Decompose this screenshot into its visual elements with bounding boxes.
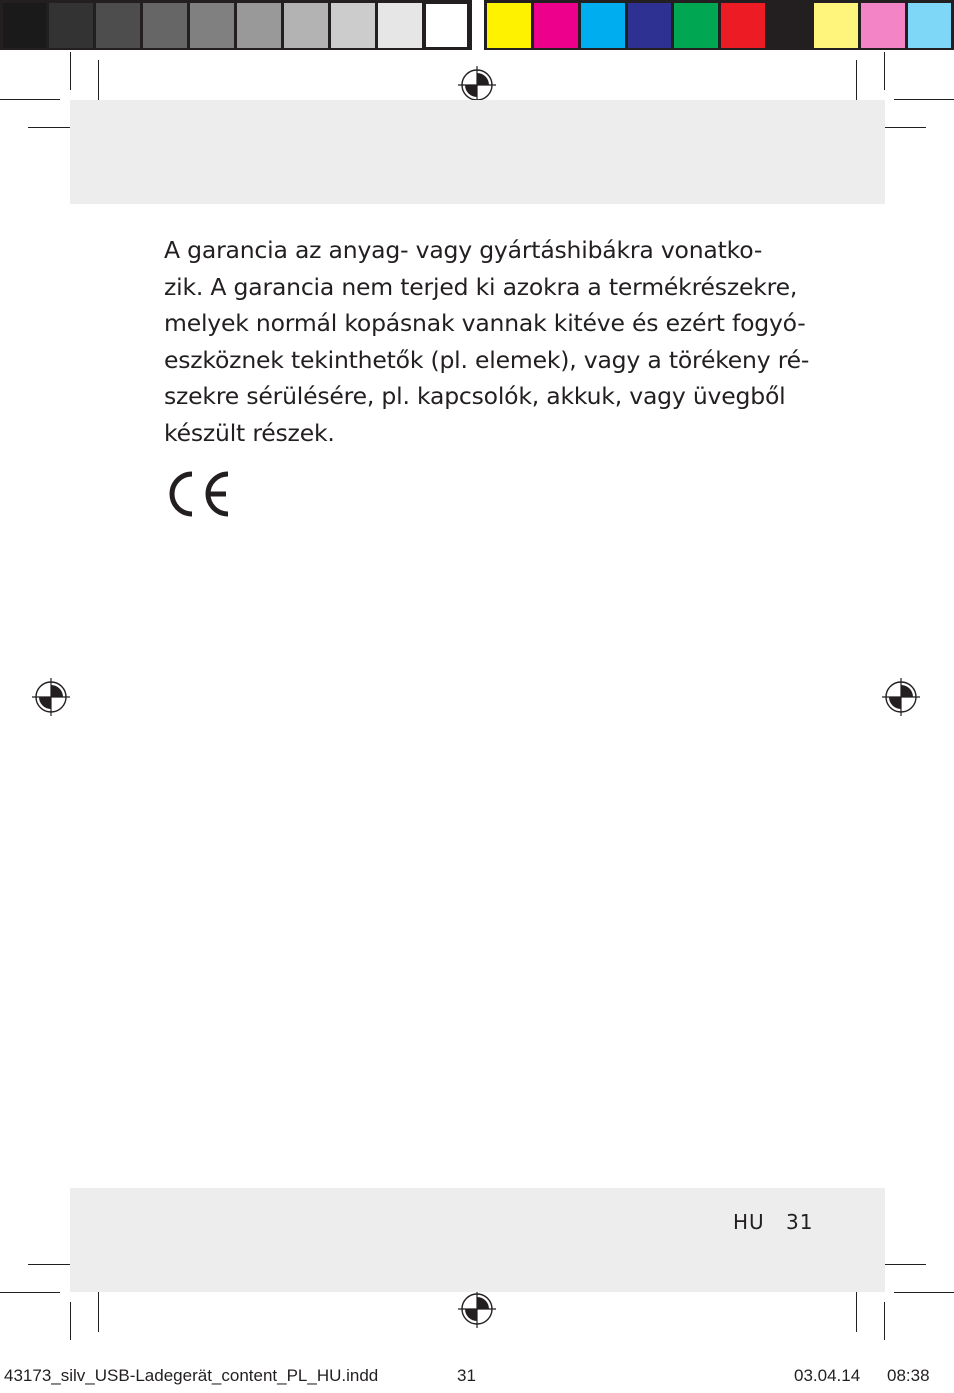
color-swatch bbox=[674, 3, 718, 48]
paragraph-line: A garancia az anyag- vagy gyártáshibákra vonatko- bbox=[164, 236, 763, 264]
paragraph-line: eszköznek tekinthetők (pl. elemek), vagy a törékeny ré- bbox=[164, 345, 810, 374]
header-band bbox=[70, 100, 885, 204]
gray-swatch bbox=[331, 3, 375, 48]
crop-mark bbox=[884, 52, 885, 90]
crop-mark bbox=[894, 1292, 954, 1293]
paragraph-line: szekre sérülésére, pl. kapcsolók, akkuk, vagy üvegből bbox=[164, 382, 786, 410]
color-swatch bbox=[814, 3, 858, 48]
warranty-paragraph bbox=[164, 232, 810, 451]
paragraph-line: zik. A garancia nem terjed ki azokra a termékrészekre, bbox=[164, 272, 798, 301]
crop-mark bbox=[894, 99, 954, 100]
slug-page: 31 bbox=[457, 1366, 476, 1385]
color-swatch bbox=[721, 3, 765, 48]
registration-mark-icon bbox=[458, 66, 496, 104]
gray-swatch bbox=[284, 3, 328, 48]
gray-swatch bbox=[425, 3, 468, 48]
crop-mark bbox=[0, 99, 60, 100]
slug-time: 08:38 bbox=[887, 1366, 930, 1385]
ce-mark-icon bbox=[164, 468, 232, 520]
gray-swatch bbox=[143, 3, 187, 48]
color-swatch bbox=[581, 3, 625, 48]
crop-mark bbox=[98, 1286, 99, 1332]
gray-swatch bbox=[378, 3, 422, 48]
gray-swatch bbox=[96, 3, 140, 48]
crop-mark bbox=[70, 1302, 71, 1340]
color-swatch bbox=[487, 3, 531, 48]
footer-band bbox=[70, 1188, 885, 1292]
paragraph-line: melyek normál kopásnak vannak kitéve és ezért fogyó- bbox=[164, 309, 806, 337]
slug-filename: 43173_silv_USB-Ladegerät_content_PL_HU.indd bbox=[4, 1366, 379, 1385]
registration-mark-icon bbox=[458, 1290, 496, 1328]
footer-language: HU bbox=[733, 1210, 765, 1234]
paragraph-line: készült részek. bbox=[164, 418, 335, 447]
registration-mark-icon bbox=[32, 678, 70, 716]
gray-swatch bbox=[49, 3, 93, 48]
color-swatch bbox=[534, 3, 578, 48]
crop-mark bbox=[70, 52, 71, 90]
gray-swatch bbox=[237, 3, 281, 48]
crop-mark bbox=[856, 1286, 857, 1332]
page-number: 31 bbox=[786, 1210, 814, 1234]
gray-swatch bbox=[190, 3, 234, 48]
gray-swatch bbox=[3, 3, 46, 48]
slug-date: 03.04.14 bbox=[794, 1366, 861, 1385]
color-swatch bbox=[861, 3, 905, 48]
color-swatch bbox=[628, 3, 671, 48]
crop-mark bbox=[884, 1302, 885, 1340]
color-swatch bbox=[908, 3, 951, 48]
registration-mark-icon bbox=[882, 678, 920, 716]
color-swatch bbox=[768, 3, 811, 48]
color-calibration-bar bbox=[0, 0, 954, 50]
crop-mark bbox=[0, 1292, 60, 1293]
